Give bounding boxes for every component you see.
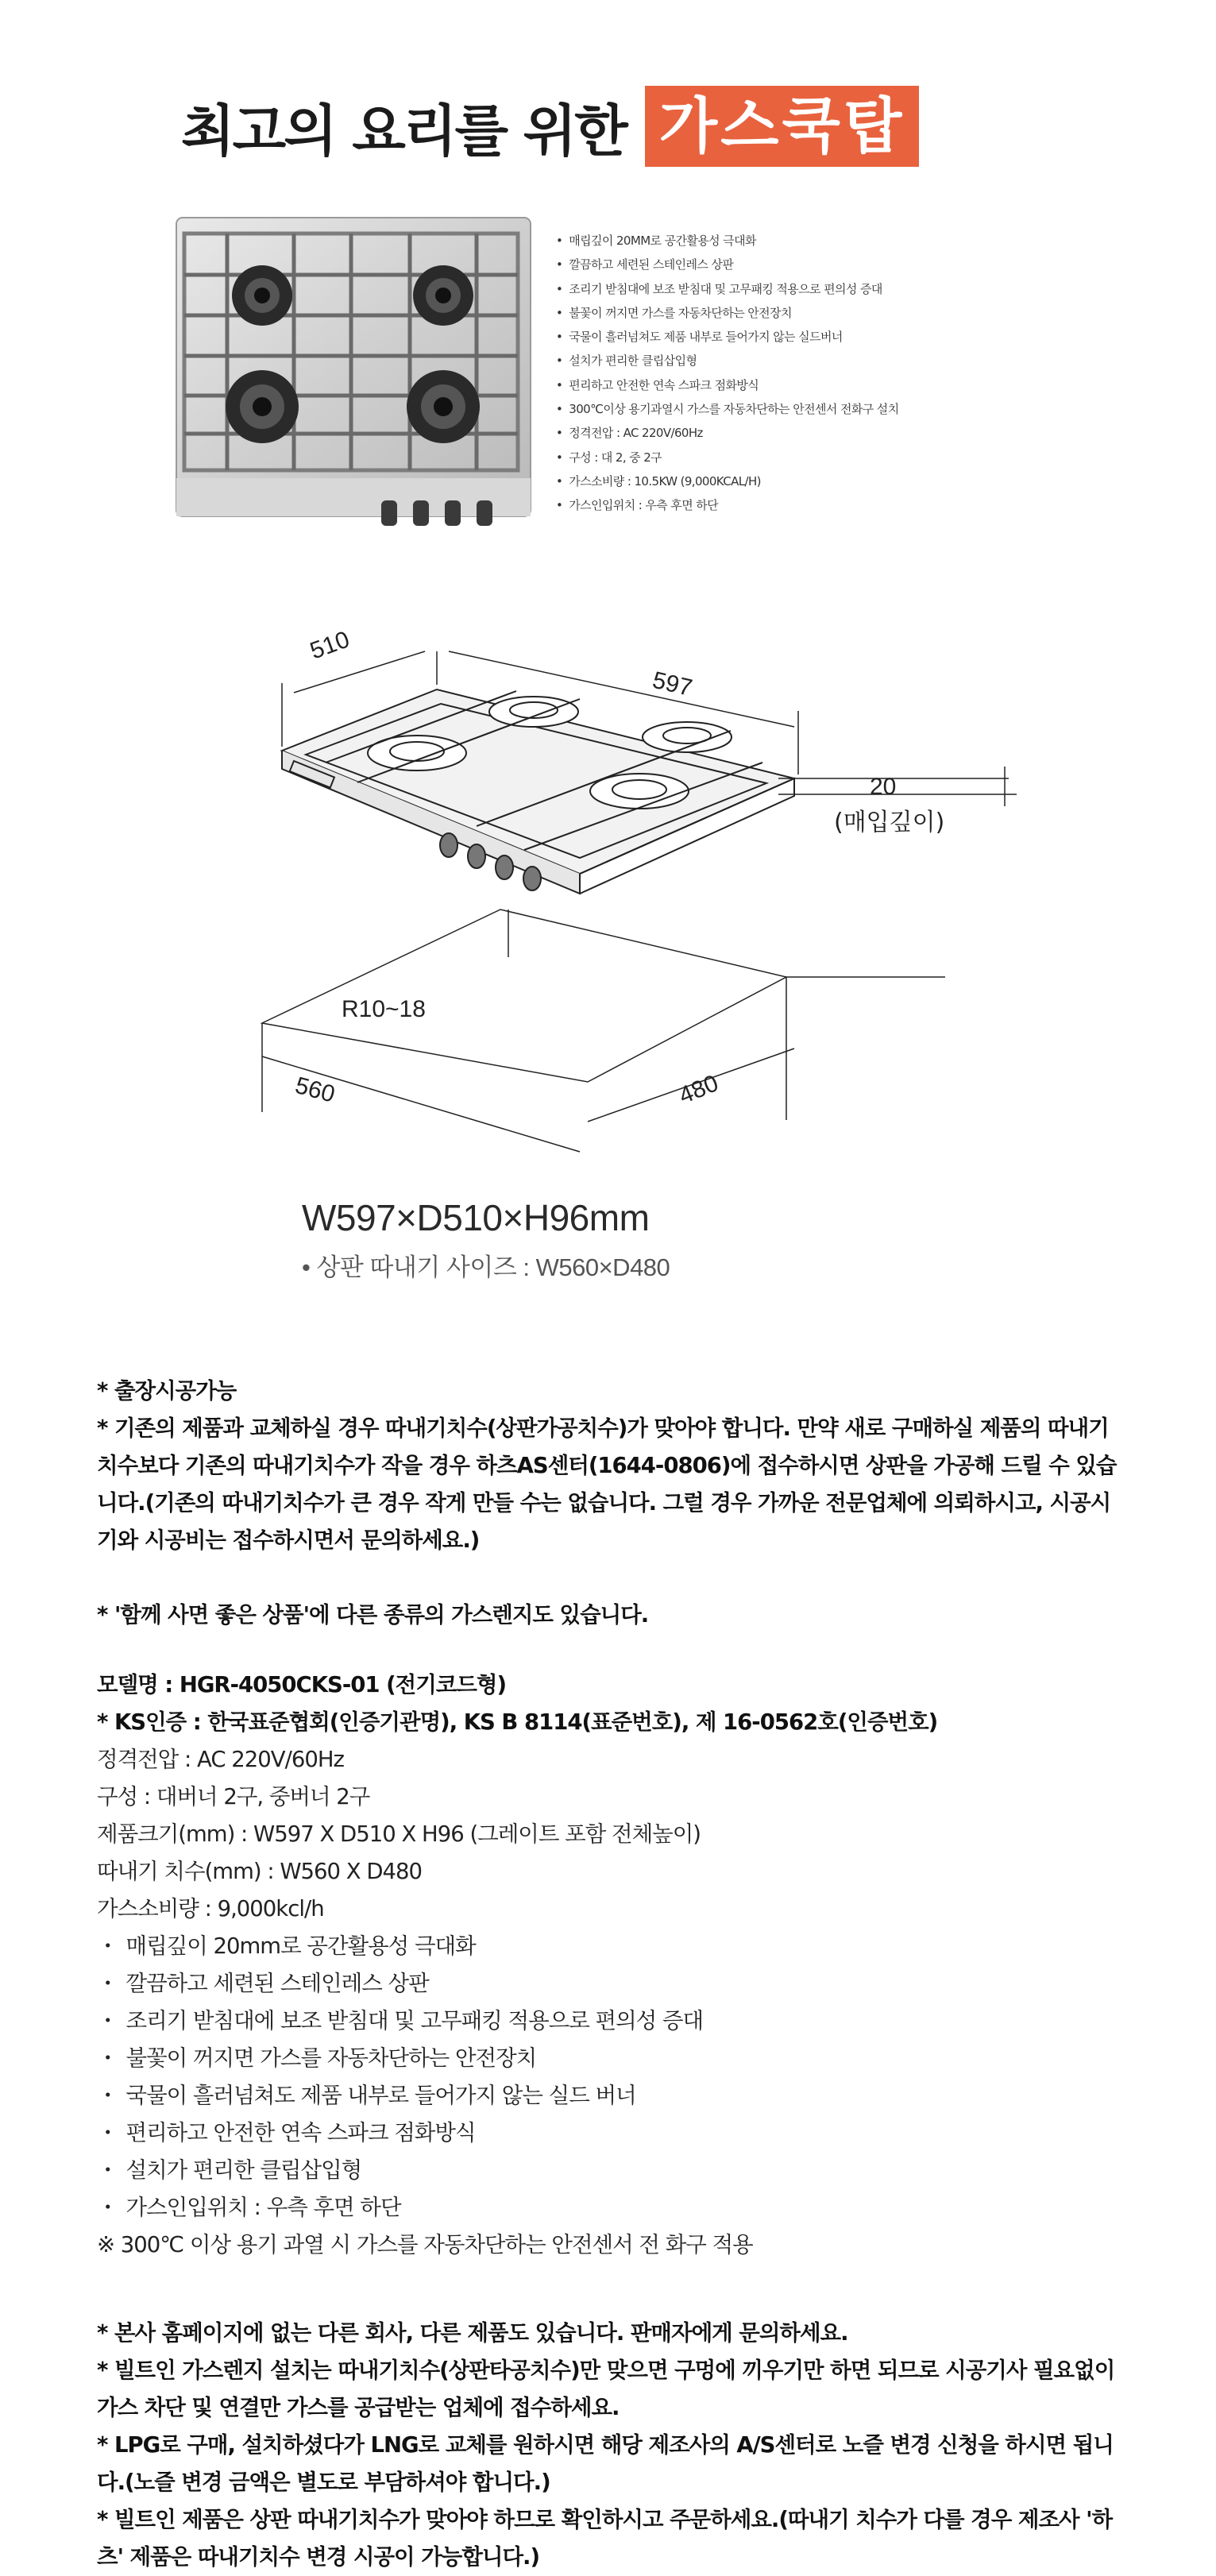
product-dimensions: W597×D510×H96mm xyxy=(302,1197,650,1238)
headline xyxy=(181,83,919,170)
headline-text: 최고의 요리를 위한 xyxy=(181,98,626,164)
notice-line: * 빌트인 가스렌지 설치는 따내기치수(상판타공치수)만 맞으면 구멍에 끼우기만 하면 되므로 시공기사 필요없이 가스 차단 및 연결만 가스를 공급받는 업체에 접수하세요. xyxy=(97,2358,1115,2420)
feature-item: • 구성 : 대 2, 중 2구 xyxy=(556,446,899,469)
feature-item: • 정격전압 : AC 220V/60Hz xyxy=(556,421,899,445)
feature-item: • 매립깊이 20MM로 공간활용성 극대화 xyxy=(556,229,899,253)
ks-certification: * KS인증 : 한국표준협회(인증기관명), KS B 8114(표준번호), 제 16-0562호(인증번호) xyxy=(97,1709,938,1735)
spec-bullet: ・ 불꽃이 꺼지면 가스를 자동차단하는 안전장치 xyxy=(97,2040,1121,2077)
headline-accent: 가스쿡탑 xyxy=(645,86,920,167)
notice-line: * LPG로 구매, 설치하셨다가 LNG로 교체를 원하시면 해당 제조사의 A/S센터로 노즐 변경 신청을 하시면 됩니다.(노즐 변경 금액은 별도로 부담하셔야 합니다.) xyxy=(97,2432,1114,2495)
dim-cut-width: 560 xyxy=(292,1072,338,1108)
features-list xyxy=(556,229,899,518)
feature-item: • 가스소비량 : 10.5KW (9,000KCAL/H) xyxy=(556,469,899,493)
feature-item: • 300℃이상 용기과열시 가스를 자동차단하는 안전센서 전화구 설치 xyxy=(556,397,899,421)
feature-item: • 깔끔하고 세련된 스테인레스 상판 xyxy=(556,253,899,276)
notice-line: * 본사 홈페이지에 없는 다른 회사, 다른 제품도 있습니다. 판매자에게 문의하세요. xyxy=(97,2320,848,2346)
feature-item: • 조리기 받침대에 보조 받침대 및 고무패킹 적용으로 편의성 증대 xyxy=(556,277,899,301)
spec-block xyxy=(97,1666,1121,2264)
spec-bullet: ・ 매립깊이 20mm로 공간활용성 극대화 xyxy=(97,1928,1121,1965)
notice-line: * '함께 사면 좋은 상품'에 다른 종류의 가스렌지도 있습니다. xyxy=(97,1602,649,1628)
dim-height-label: (매입깊이) xyxy=(834,809,945,836)
feature-item: • 국물이 흘러넘쳐도 제품 내부로 들어가지 않는 실드버너 xyxy=(556,325,899,349)
dimension-diagram xyxy=(238,626,945,1160)
dim-height: 20 xyxy=(870,774,897,800)
spec-bullet: ・ 가스인입위치 : 우측 후면 하단 xyxy=(97,2189,1121,2226)
feature-item: • 편리하고 안전한 연속 스파크 점화방식 xyxy=(556,373,899,397)
spec-bullet: ・ 국물이 흘러넘쳐도 제품 내부로 들어가지 않는 실드 버너 xyxy=(97,2077,1121,2114)
dim-depth: 510 xyxy=(307,626,353,665)
notice-line: * 기존의 제품과 교체하실 경우 따내기치수(상판가공치수)가 맞아야 합니다. 만약 새로 구매하실 제품의 따내기치수보다 기존의 따내기치수가 작을 경우 하츠AS센터(1644-0806)에 접수하시면 상판을 가공해 드릴 수 있습니다.(기존의 따내기치수가 큰 경우 작게 만들 수는 없습니다. 그럴 경우 가까운 전문업체에 의뢰하시고, 시공시기와 시공비는 접수하시면서 문의하세요.) xyxy=(97,1415,1117,1553)
dim-width: 597 xyxy=(650,666,695,702)
cooktop-photo xyxy=(175,216,532,534)
spec-bullet: ・ 조리기 받침대에 보조 받침대 및 고무패킹 적용으로 편의성 증대 xyxy=(97,2002,1121,2040)
notice-line: * 빌트인 제품은 상판 따내기치수가 맞아야 하므로 확인하시고 주문하세요.(따내기 치수가 다를 경우 제조사 '하츠' 제품은 따내기치수 변경 시공이 가능합니다.) xyxy=(97,2507,1113,2570)
spec-line: 정격전압 : AC 220V/60Hz xyxy=(97,1747,344,1772)
notice-line: * 출장시공가능 xyxy=(97,1378,237,1404)
spec-note: ※ 300℃ 이상 용기 과열 시 가스를 자동차단하는 안전센서 전 화구 적용 xyxy=(97,2232,753,2257)
spec-bullet: ・ 편리하고 안전한 연속 스파크 점화방식 xyxy=(97,2114,1121,2152)
feature-item: • 불꽃이 꺼지면 가스를 자동차단하는 안전장치 xyxy=(556,301,899,325)
spec-bullet: ・ 설치가 편리한 클립삽입형 xyxy=(97,2152,1121,2189)
cutout-dimensions: • 상판 따내기 사이즈 : W560×D480 xyxy=(302,1253,670,1281)
feature-item: • 설치가 편리한 클립삽입형 xyxy=(556,349,899,373)
spec-line: 제품크기(mm) : W597 X D510 X H96 (그레이트 포함 전체높이) xyxy=(97,1821,701,1847)
notice-block-2 xyxy=(97,2315,1121,2576)
spec-line: 구성 : 대버너 2구, 중버너 2구 xyxy=(97,1784,370,1809)
model-name: 모델명 : HGR-4050CKS-01 (전기코드형) xyxy=(97,1672,507,1697)
spec-bullet: ・ 깔끔하고 세련된 스테인레스 상판 xyxy=(97,1965,1121,2002)
feature-item: • 가스인입위치 : 우측 후면 하단 xyxy=(556,493,899,517)
dim-radius: R10~18 xyxy=(342,996,426,1022)
spec-line: 가스소비량 : 9,000kcl/h xyxy=(97,1896,324,1921)
spec-line: 따내기 치수(mm) : W560 X D480 xyxy=(97,1859,423,1884)
dim-cut-depth: 480 xyxy=(675,1070,723,1110)
notice-block-1 xyxy=(97,1373,1121,1634)
